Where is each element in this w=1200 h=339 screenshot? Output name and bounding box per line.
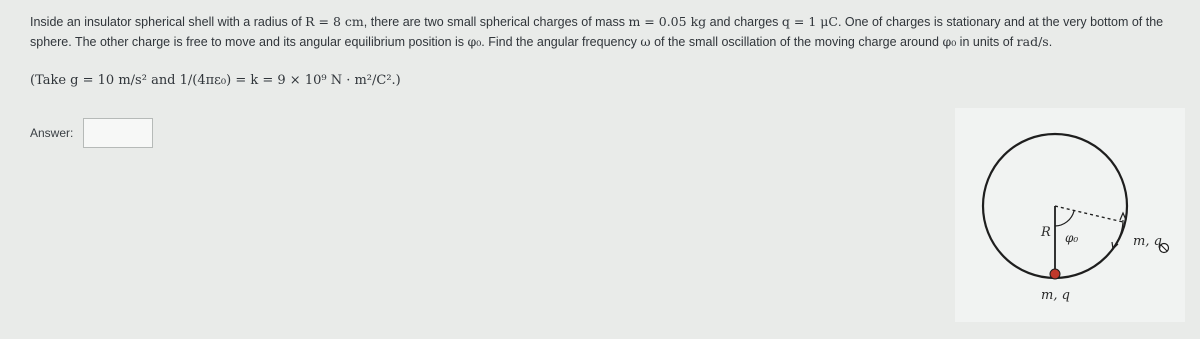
answer-label: Answer: (30, 126, 74, 140)
bottom-charge (1050, 269, 1060, 279)
radius-value: R = 8 cm (305, 14, 364, 29)
question-seg6: of the small oscillation of the moving charge around (650, 35, 943, 49)
phi0-symbol: φ₀ (467, 34, 482, 49)
diagram-figure (955, 108, 1185, 322)
question-text (30, 12, 1190, 52)
angle-ray (1055, 206, 1123, 222)
units-value: rad/s (1016, 34, 1049, 49)
sphere-diagram (955, 108, 1185, 322)
question-seg8: . (1048, 35, 1053, 49)
omega-symbol: ω (640, 34, 651, 49)
question-seg4: . One of charges is stationary and at the very bottom of the sphere. The other charge is free to move and its angular equilibrium position is (30, 15, 1164, 49)
angle-arc (1055, 211, 1074, 226)
charge-value: q = 1 μC (781, 14, 838, 29)
bottom-charge-label: m, q (1041, 288, 1070, 303)
mass-value: m = 0.05 kg (628, 14, 707, 29)
angle-label: φ₀ (1065, 231, 1079, 245)
phi0-symbol-2: φ₀ (942, 34, 957, 49)
question-seg1: Inside an insulator spherical shell with a radius of (30, 15, 306, 29)
moving-charge-label: m, q (1133, 234, 1162, 249)
answer-input[interactable] (83, 118, 153, 148)
question-seg7: in units of (956, 35, 1017, 49)
given-constants: (Take g = 10 m/s² and 1/(4πε₀) = k = 9 × 10⁹ N · m²/C².) (30, 73, 401, 88)
question-seg5: . Find the angular frequency (481, 35, 641, 49)
oscillation-arrow-up-icon (1120, 213, 1126, 220)
question-seg2: , there are two small spherical charges of mass (363, 15, 629, 29)
answer-row (30, 118, 153, 148)
question-seg3: and charges (706, 15, 782, 29)
radius-label: R (1041, 225, 1051, 240)
